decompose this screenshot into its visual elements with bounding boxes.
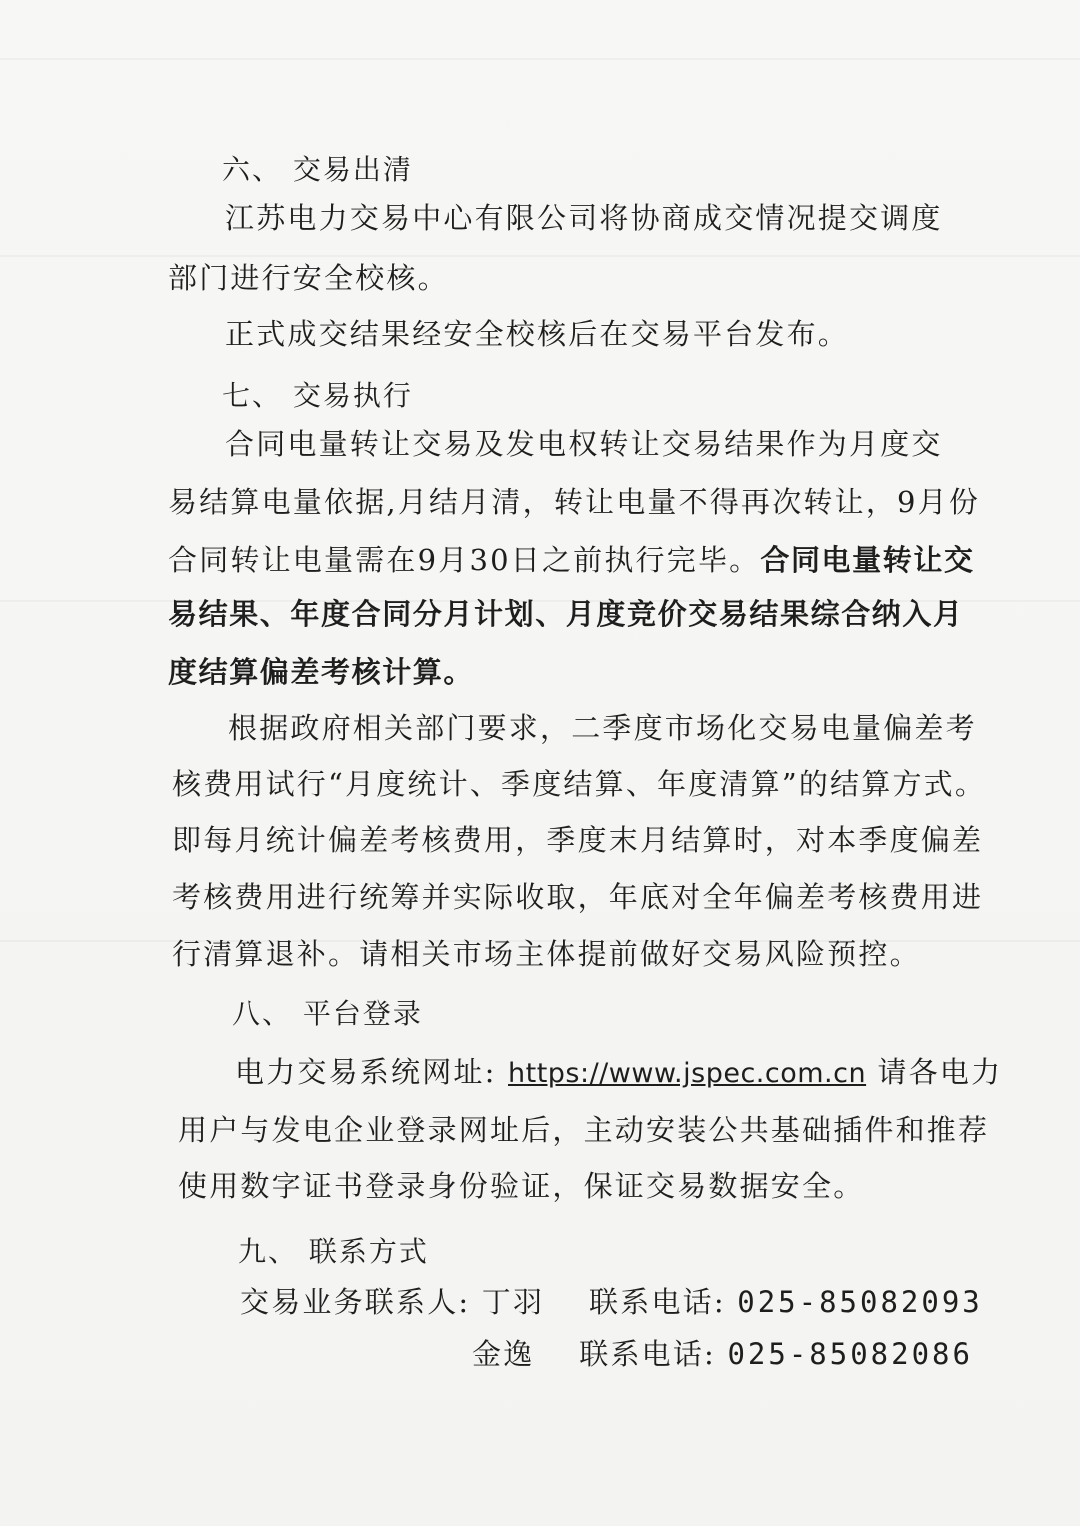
contact-name: 丁羽 xyxy=(481,1285,545,1319)
phone-number: 025-85082093 xyxy=(737,1285,983,1319)
section-7-bold-line: 度结算偏差考核计算。 xyxy=(168,655,475,689)
phone-label: 联系电话: xyxy=(589,1285,726,1319)
section-7-normal-text: 合同转让电量需在9月30日之前执行完毕。 xyxy=(168,543,761,577)
contact-row-1 xyxy=(240,1282,983,1322)
section-8-paragraph-line: 使用数字证书登录身份验证，保证交易数据安全。 xyxy=(178,1169,865,1203)
contact-name: 金逸 xyxy=(472,1337,535,1371)
section-7-paragraph-line: 易结算电量依据,月结月清，转让电量不得再次转让，9月份 xyxy=(168,485,981,519)
section-6-paragraph-line: 正式成交结果经安全校核后在交易平台发布。 xyxy=(225,317,850,351)
phone-label: 联系电话: xyxy=(579,1337,717,1371)
scan-streak xyxy=(0,58,1080,60)
section-7-paragraph-line: 行清算退补。请相关市场主体提前做好交易风险预控。 xyxy=(172,937,921,971)
section-7-paragraph-line: 核费用试行“月度统计、季度结算、年度清算”的结算方式。 xyxy=(172,767,987,801)
section-7-heading: 七、 交易执行 xyxy=(222,379,413,412)
contact-label: 交易业务联系人: xyxy=(240,1285,471,1319)
section-7-paragraph-line: 合同电量转让交易及发电权转让交易结果作为月度交 xyxy=(225,427,943,461)
section-7-paragraph-line: 即每月统计偏差考核费用，季度末月结算时，对本季度偏差 xyxy=(172,823,984,857)
section-7-paragraph-line xyxy=(168,540,975,580)
section-9-heading: 九、 联系方式 xyxy=(238,1235,429,1268)
section-8-paragraph-line: 用户与发电企业登录网址后，主动安装公共基础插件和推荐 xyxy=(178,1113,990,1147)
scan-streak xyxy=(0,255,1080,257)
section-7-bold-line: 易结果、年度合同分月计划、月度竞价交易结果综合纳入月 xyxy=(168,597,964,631)
section-8-paragraph-line xyxy=(235,1052,1002,1094)
url-label: 电力交易系统网址: xyxy=(235,1055,497,1089)
section-7-paragraph-line: 根据政府相关部门要求，二季度市场化交易电量偏差考 xyxy=(228,711,977,745)
section-6-heading: 六、 交易出清 xyxy=(222,153,413,186)
section-8-heading: 八、 平台登录 xyxy=(232,997,423,1030)
section-7-bold-text: 合同电量转让交 xyxy=(760,543,975,577)
platform-url-link[interactable]: https://www.jspec.com.cn xyxy=(508,1058,867,1089)
section-6-paragraph-line: 江苏电力交易中心有限公司将协商成交情况提交调度 xyxy=(225,201,943,235)
url-suffix: 请各电力 xyxy=(877,1055,1003,1089)
section-6-paragraph-line: 部门进行安全校核。 xyxy=(168,261,449,295)
phone-number: 025-85082086 xyxy=(727,1337,973,1371)
contact-row-2 xyxy=(472,1334,973,1374)
section-7-paragraph-line: 考核费用进行统筹并实际收取，年底对全年偏差考核费用进 xyxy=(172,880,984,914)
